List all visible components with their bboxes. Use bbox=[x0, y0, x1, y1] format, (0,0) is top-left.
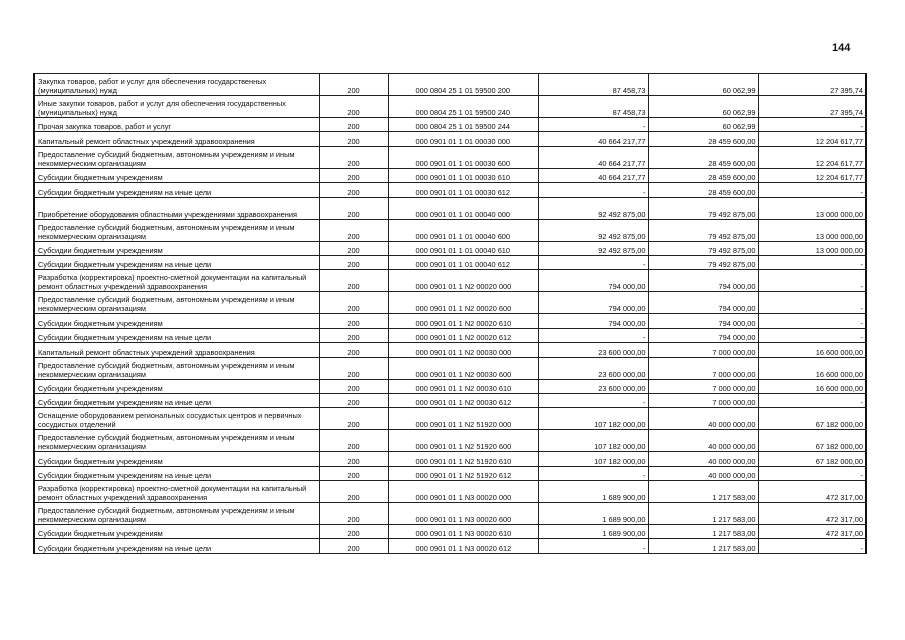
table-row bbox=[34, 96, 866, 118]
executed-amount: 28 459 600,00 bbox=[648, 146, 758, 168]
table-row bbox=[34, 146, 866, 168]
admin-code: 200 bbox=[319, 408, 388, 430]
description-text: Субсидии бюджетным учреждениям на иные цели bbox=[38, 187, 212, 197]
admin-code: 200 bbox=[319, 183, 388, 197]
approved-amount: 107 182 000,00 bbox=[538, 430, 648, 452]
budget-classification-code: 000 0901 01 1 N2 51920 600 bbox=[388, 430, 538, 452]
table-row bbox=[34, 503, 866, 525]
approved-amount: 794 000,00 bbox=[538, 270, 648, 292]
description-text: Иные закупки товаров, работ и услуг для обеспечения государственных (муниципальных) нужд bbox=[38, 99, 286, 117]
executed-amount: 794 000,00 bbox=[648, 328, 758, 342]
approved-amount: - bbox=[538, 539, 648, 553]
approved-amount: 40 664 217,77 bbox=[538, 132, 648, 146]
description-text: Капитальный ремонт областных учреждений здравоохранения bbox=[38, 347, 255, 357]
description-text: Субсидии бюджетным учреждениям на иные цели bbox=[38, 398, 212, 408]
row-description bbox=[34, 328, 319, 342]
unexecuted-amount: - bbox=[758, 118, 866, 132]
admin-code: 200 bbox=[319, 525, 388, 539]
admin-code: 200 bbox=[319, 328, 388, 342]
executed-amount: 1 217 583,00 bbox=[648, 539, 758, 553]
executed-amount: 40 000 000,00 bbox=[648, 430, 758, 452]
description-text: Приобретение оборудования областными учреждениями здравоохранения bbox=[38, 209, 297, 219]
unexecuted-amount: 16 600 000,00 bbox=[758, 357, 866, 379]
admin-code: 200 bbox=[319, 74, 388, 96]
row-description bbox=[34, 255, 319, 269]
table-row bbox=[34, 452, 866, 466]
description-text: Разработка (корректировка) проектно-сметной документации на капитальный ремонт областных учреждений здравоохранения bbox=[38, 273, 307, 292]
unexecuted-amount: - bbox=[758, 314, 866, 328]
description-text: Предоставление субсидий бюджетным, автономным учреждениям и иным некоммерческим организациям bbox=[38, 433, 295, 452]
unexecuted-amount: 27 395,74 bbox=[758, 96, 866, 118]
description-text: Капитальный ремонт областных учреждений здравоохранения bbox=[38, 136, 255, 146]
budget-classification-code: 000 0901 01 1 N2 00020 610 bbox=[388, 314, 538, 328]
table-row bbox=[34, 314, 866, 328]
description-text: Закупка товаров, работ и услуг для обеспечения государственных (муниципальных) нужд bbox=[38, 77, 267, 95]
description-text: Прочая закупка товаров, работ и услуг bbox=[38, 122, 172, 132]
table-row bbox=[34, 357, 866, 379]
table-row bbox=[34, 408, 866, 430]
budget-classification-code: 000 0901 01 1 N2 00030 610 bbox=[388, 379, 538, 393]
unexecuted-amount: 67 182 000,00 bbox=[758, 430, 866, 452]
table-row bbox=[34, 393, 866, 407]
approved-amount: 1 689 900,00 bbox=[538, 503, 648, 525]
description-text: Субсидии бюджетным учреждениям bbox=[38, 529, 163, 539]
executed-amount: 1 217 583,00 bbox=[648, 481, 758, 503]
budget-classification-code: 000 0901 01 1 N2 00020 600 bbox=[388, 292, 538, 314]
admin-code: 200 bbox=[319, 292, 388, 314]
budget-classification-code: 000 0901 01 1 N3 00020 610 bbox=[388, 525, 538, 539]
table-row bbox=[34, 481, 866, 503]
table-row bbox=[34, 219, 866, 241]
executed-amount: 1 217 583,00 bbox=[648, 503, 758, 525]
unexecuted-amount: - bbox=[758, 539, 866, 553]
description-text: Разработка (корректировка) проектно-сметной документации на капитальный ремонт областных учреждений здравоохранения bbox=[38, 484, 307, 503]
budget-classification-code: 000 0901 01 1 01 00040 600 bbox=[388, 219, 538, 241]
unexecuted-amount: - bbox=[758, 393, 866, 407]
table-row bbox=[34, 197, 866, 219]
description-text: Субсидии бюджетным учреждениям bbox=[38, 456, 163, 466]
approved-amount: 92 492 875,00 bbox=[538, 197, 648, 219]
budget-classification-code: 000 0901 01 1 N2 51920 000 bbox=[388, 408, 538, 430]
admin-code: 200 bbox=[319, 255, 388, 269]
budget-classification-code: 000 0901 01 1 N3 00020 600 bbox=[388, 503, 538, 525]
row-description bbox=[34, 96, 319, 118]
description-text: Субсидии бюджетным учреждениям на иные цели bbox=[38, 333, 212, 343]
budget-classification-code: 000 0901 01 1 01 00030 600 bbox=[388, 146, 538, 168]
admin-code: 200 bbox=[319, 503, 388, 525]
approved-amount: - bbox=[538, 255, 648, 269]
row-description bbox=[34, 146, 319, 168]
approved-amount: 87 458,73 bbox=[538, 74, 648, 96]
executed-amount: 1 217 583,00 bbox=[648, 525, 758, 539]
table-body bbox=[34, 74, 866, 554]
admin-code: 200 bbox=[319, 118, 388, 132]
executed-amount: 28 459 600,00 bbox=[648, 168, 758, 182]
table-row bbox=[34, 328, 866, 342]
admin-code: 200 bbox=[319, 466, 388, 480]
budget-classification-code: 000 0901 01 1 N2 00030 612 bbox=[388, 393, 538, 407]
row-description bbox=[34, 357, 319, 379]
description-text: Оснащение оборудованием региональных сосудистых центров и первичных сосудистых отделений bbox=[38, 411, 302, 430]
row-description bbox=[34, 241, 319, 255]
approved-amount: - bbox=[538, 466, 648, 480]
approved-amount: - bbox=[538, 118, 648, 132]
table-row bbox=[34, 168, 866, 182]
admin-code: 200 bbox=[319, 96, 388, 118]
unexecuted-amount: - bbox=[758, 292, 866, 314]
approved-amount: 92 492 875,00 bbox=[538, 219, 648, 241]
unexecuted-amount: 12 204 617,77 bbox=[758, 168, 866, 182]
executed-amount: 7 000 000,00 bbox=[648, 343, 758, 357]
budget-classification-code: 000 0901 01 1 N2 00030 600 bbox=[388, 357, 538, 379]
executed-amount: 60 062,99 bbox=[648, 118, 758, 132]
table-row bbox=[34, 525, 866, 539]
unexecuted-amount: 16 600 000,00 bbox=[758, 379, 866, 393]
row-description bbox=[34, 393, 319, 407]
row-description bbox=[34, 539, 319, 553]
executed-amount: 794 000,00 bbox=[648, 314, 758, 328]
approved-amount: 1 689 900,00 bbox=[538, 525, 648, 539]
budget-classification-code: 000 0804 25 1 01 59500 244 bbox=[388, 118, 538, 132]
unexecuted-amount: 13 000 000,00 bbox=[758, 219, 866, 241]
admin-code: 200 bbox=[319, 343, 388, 357]
approved-amount: 23 600 000,00 bbox=[538, 357, 648, 379]
executed-amount: 7 000 000,00 bbox=[648, 393, 758, 407]
row-description bbox=[34, 452, 319, 466]
admin-code: 200 bbox=[319, 146, 388, 168]
approved-amount: 794 000,00 bbox=[538, 292, 648, 314]
budget-classification-code: 000 0901 01 1 01 00030 000 bbox=[388, 132, 538, 146]
budget-classification-code: 000 0901 01 1 N3 00020 612 bbox=[388, 539, 538, 553]
admin-code: 200 bbox=[319, 219, 388, 241]
row-description bbox=[34, 118, 319, 132]
approved-amount: 40 664 217,77 bbox=[538, 146, 648, 168]
table-row bbox=[34, 292, 866, 314]
description-text: Предоставление субсидий бюджетным, автономным учреждениям и иным некоммерческим организациям bbox=[38, 149, 295, 168]
executed-amount: 7 000 000,00 bbox=[648, 379, 758, 393]
admin-code: 200 bbox=[319, 197, 388, 219]
budget-classification-code: 000 0901 01 1 01 00040 612 bbox=[388, 255, 538, 269]
row-description bbox=[34, 74, 319, 96]
description-text: Субсидии бюджетным учреждениям на иные цели bbox=[38, 543, 212, 553]
row-description bbox=[34, 132, 319, 146]
row-description bbox=[34, 481, 319, 503]
budget-classification-code: 000 0901 01 1 01 00040 610 bbox=[388, 241, 538, 255]
row-description bbox=[34, 379, 319, 393]
admin-code: 200 bbox=[319, 357, 388, 379]
executed-amount: 28 459 600,00 bbox=[648, 183, 758, 197]
row-description bbox=[34, 183, 319, 197]
description-text: Субсидии бюджетным учреждениям bbox=[38, 383, 163, 393]
executed-amount: 40 000 000,00 bbox=[648, 466, 758, 480]
admin-code: 200 bbox=[319, 393, 388, 407]
admin-code: 200 bbox=[319, 379, 388, 393]
unexecuted-amount: - bbox=[758, 255, 866, 269]
page-number: 144 bbox=[832, 42, 851, 54]
budget-classification-code: 000 0901 01 1 N2 00020 000 bbox=[388, 270, 538, 292]
unexecuted-amount: 472 317,00 bbox=[758, 525, 866, 539]
executed-amount: 79 492 875,00 bbox=[648, 219, 758, 241]
unexecuted-amount: - bbox=[758, 183, 866, 197]
table-row bbox=[34, 343, 866, 357]
description-text: Субсидии бюджетным учреждениям bbox=[38, 173, 163, 183]
budget-classification-code: 000 0901 01 1 N2 51920 612 bbox=[388, 466, 538, 480]
table-row bbox=[34, 118, 866, 132]
budget-classification-code: 000 0901 01 1 01 00030 610 bbox=[388, 168, 538, 182]
admin-code: 200 bbox=[319, 168, 388, 182]
executed-amount: 60 062,99 bbox=[648, 96, 758, 118]
row-description bbox=[34, 408, 319, 430]
budget-classification-code: 000 0901 01 1 01 00040 000 bbox=[388, 197, 538, 219]
row-description bbox=[34, 168, 319, 182]
approved-amount: 92 492 875,00 bbox=[538, 241, 648, 255]
approved-amount: - bbox=[538, 393, 648, 407]
row-description bbox=[34, 430, 319, 452]
unexecuted-amount: 472 317,00 bbox=[758, 503, 866, 525]
budget-classification-code: 000 0901 01 1 N2 00030 000 bbox=[388, 343, 538, 357]
description-text: Предоставление субсидий бюджетным, автономным учреждениям и иным некоммерческим организациям bbox=[38, 506, 295, 525]
unexecuted-amount: 67 182 000,00 bbox=[758, 452, 866, 466]
executed-amount: 79 492 875,00 bbox=[648, 255, 758, 269]
row-description bbox=[34, 466, 319, 480]
executed-amount: 28 459 600,00 bbox=[648, 132, 758, 146]
table-row bbox=[34, 74, 866, 96]
executed-amount: 7 000 000,00 bbox=[648, 357, 758, 379]
approved-amount: 1 689 900,00 bbox=[538, 481, 648, 503]
approved-amount: 794 000,00 bbox=[538, 314, 648, 328]
executed-amount: 794 000,00 bbox=[648, 270, 758, 292]
description-text: Субсидии бюджетным учреждениям bbox=[38, 318, 163, 328]
budget-classification-code: 000 0901 01 1 N2 00020 612 bbox=[388, 328, 538, 342]
approved-amount: 87 458,73 bbox=[538, 96, 648, 118]
executed-amount: 40 000 000,00 bbox=[648, 452, 758, 466]
budget-classification-code: 000 0804 25 1 01 59500 240 bbox=[388, 96, 538, 118]
budget-table bbox=[33, 73, 867, 554]
table-row bbox=[34, 270, 866, 292]
unexecuted-amount: - bbox=[758, 328, 866, 342]
row-description bbox=[34, 503, 319, 525]
table-row bbox=[34, 183, 866, 197]
budget-classification-code: 000 0901 01 1 01 00030 612 bbox=[388, 183, 538, 197]
row-description bbox=[34, 197, 319, 219]
unexecuted-amount: - bbox=[758, 466, 866, 480]
approved-amount: - bbox=[538, 328, 648, 342]
description-text: Предоставление субсидий бюджетным, автономным учреждениям и иным некоммерческим организациям bbox=[38, 295, 295, 314]
row-description bbox=[34, 292, 319, 314]
table-row bbox=[34, 255, 866, 269]
executed-amount: 40 000 000,00 bbox=[648, 408, 758, 430]
approved-amount: 23 600 000,00 bbox=[538, 343, 648, 357]
table-row bbox=[34, 379, 866, 393]
table-row bbox=[34, 430, 866, 452]
row-description bbox=[34, 270, 319, 292]
table-row bbox=[34, 132, 866, 146]
unexecuted-amount: 16 600 000,00 bbox=[758, 343, 866, 357]
executed-amount: 79 492 875,00 bbox=[648, 241, 758, 255]
unexecuted-amount: 13 000 000,00 bbox=[758, 197, 866, 219]
description-text: Субсидии бюджетным учреждениям на иные цели bbox=[38, 471, 212, 481]
budget-classification-code: 000 0901 01 1 N3 00020 000 bbox=[388, 481, 538, 503]
unexecuted-amount: 472 317,00 bbox=[758, 481, 866, 503]
executed-amount: 794 000,00 bbox=[648, 292, 758, 314]
description-text: Предоставление субсидий бюджетным, автономным учреждениям и иным некоммерческим организациям bbox=[38, 360, 295, 379]
description-text: Предоставление субсидий бюджетным, автономным учреждениям и иным некоммерческим организациям bbox=[38, 222, 295, 241]
admin-code: 200 bbox=[319, 270, 388, 292]
admin-code: 200 bbox=[319, 241, 388, 255]
approved-amount: 107 182 000,00 bbox=[538, 408, 648, 430]
unexecuted-amount: 12 204 617,77 bbox=[758, 132, 866, 146]
unexecuted-amount: - bbox=[758, 270, 866, 292]
unexecuted-amount: 12 204 617,77 bbox=[758, 146, 866, 168]
admin-code: 200 bbox=[319, 430, 388, 452]
executed-amount: 60 062,99 bbox=[648, 74, 758, 96]
table-row bbox=[34, 241, 866, 255]
approved-amount: 107 182 000,00 bbox=[538, 452, 648, 466]
unexecuted-amount: 27 395,74 bbox=[758, 74, 866, 96]
row-description bbox=[34, 314, 319, 328]
budget-classification-code: 000 0901 01 1 N2 51920 610 bbox=[388, 452, 538, 466]
approved-amount: 40 664 217,77 bbox=[538, 168, 648, 182]
admin-code: 200 bbox=[319, 481, 388, 503]
admin-code: 200 bbox=[319, 452, 388, 466]
description-text: Субсидии бюджетным учреждениям на иные цели bbox=[38, 260, 212, 270]
row-description bbox=[34, 219, 319, 241]
admin-code: 200 bbox=[319, 314, 388, 328]
approved-amount: 23 600 000,00 bbox=[538, 379, 648, 393]
budget-classification-code: 000 0804 25 1 01 59500 200 bbox=[388, 74, 538, 96]
row-description bbox=[34, 525, 319, 539]
description-text: Субсидии бюджетным учреждениям bbox=[38, 245, 163, 255]
table-row bbox=[34, 539, 866, 553]
approved-amount: - bbox=[538, 183, 648, 197]
executed-amount: 79 492 875,00 bbox=[648, 197, 758, 219]
admin-code: 200 bbox=[319, 539, 388, 553]
admin-code: 200 bbox=[319, 132, 388, 146]
table-row bbox=[34, 466, 866, 480]
row-description bbox=[34, 343, 319, 357]
unexecuted-amount: 67 182 000,00 bbox=[758, 408, 866, 430]
unexecuted-amount: 13 000 000,00 bbox=[758, 241, 866, 255]
